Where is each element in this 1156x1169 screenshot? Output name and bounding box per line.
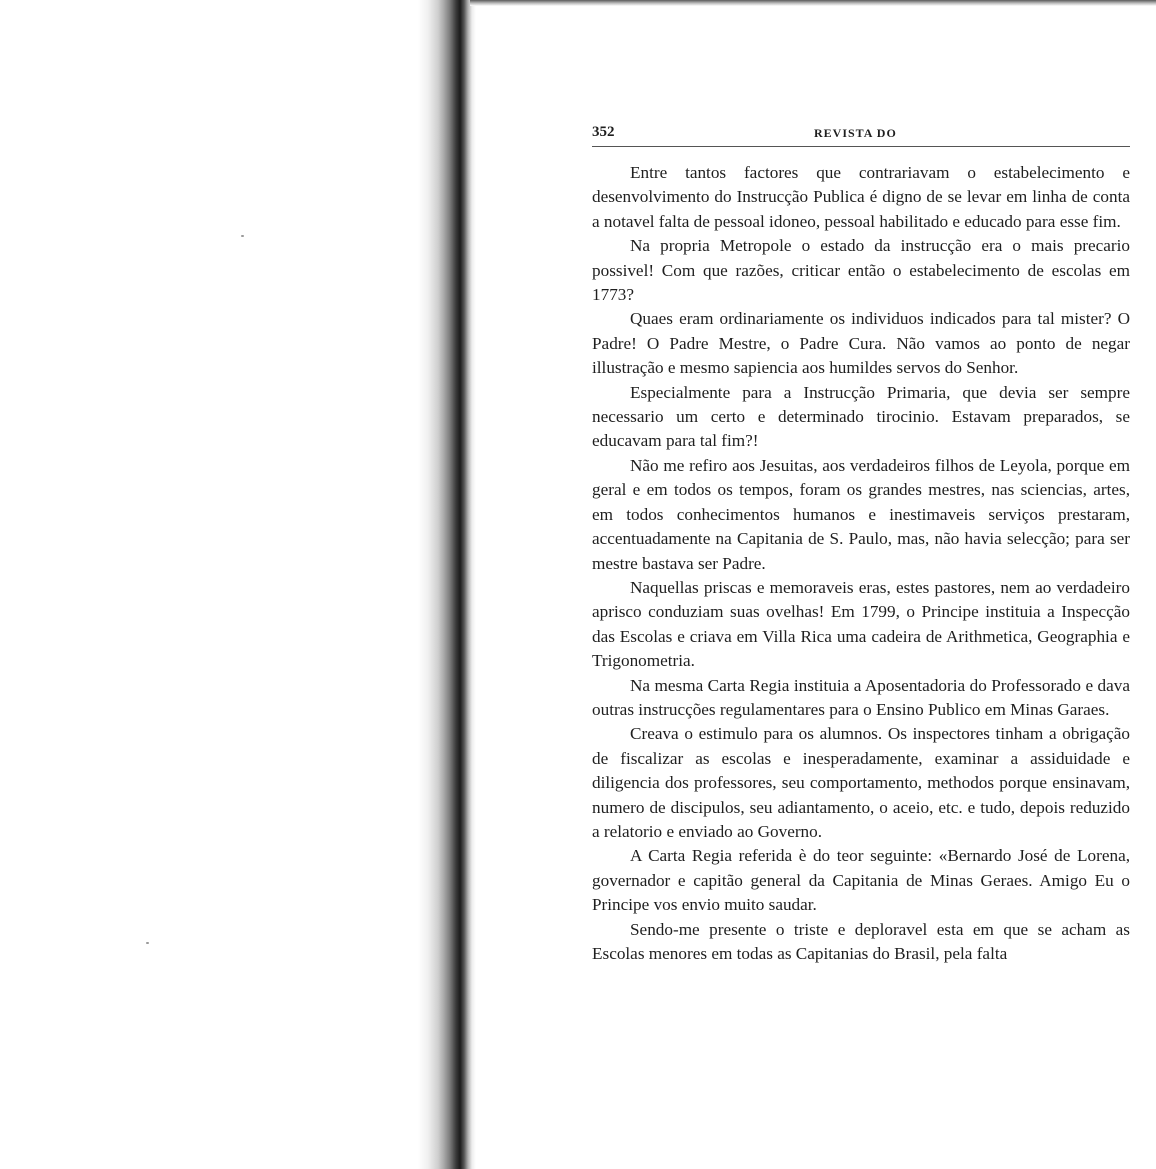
page [592, 120, 1130, 966]
running-head [592, 120, 1130, 147]
body-text [592, 161, 1130, 966]
speck-mark [146, 942, 149, 944]
paragraph: A Carta Regia referida è do teor seguinte: «Bernardo José de Lorena, governador e capitão general da Capitania de Minas Geraes. Amigo Eu o Principe vos envio muito saudar. [592, 846, 1130, 915]
paragraph: Sendo-me presente o triste e deploravel esta em que se acham as Escolas menores em todas as Capitanias do Brasil, pela falta [592, 919, 1130, 963]
book-gutter [418, 0, 476, 1169]
paragraph: Não me refiro aos Jesuitas, aos verdadeiros filhos de Leyola, porque em geral e em todos os tempos, foram os grandes mestres, nas sciencias, artes, em todos conhecimentos humanos e inestimaveis serviços prestaram, accentuadamente na Capitania de S. Paulo, mas, não havia selecção; para ser mestre bastava ser Padre. [592, 455, 1130, 573]
page-top-edge [470, 0, 1156, 6]
left-page [0, 0, 440, 1169]
speck-mark [241, 235, 244, 237]
paragraph: Quaes eram ordinariamente os individuos indicados para tal mister? O Padre! O Padre Mestre, o Padre Cura. Não vamos ao ponto de negar illustração e mesmo sapiencia aos humildes servos do Senhor. [592, 309, 1130, 378]
paragraph: Especialmente para a Instrucção Primaria, que devia ser sempre necessario um certo e determinado tirocinio. Estavam preparados, se educavam para tal fim?! [592, 382, 1130, 451]
running-title: REVISTA DO [814, 126, 897, 140]
paragraph: Entre tantos factores que contrariavam o estabelecimento e desenvolvimento do Instrucção Publica é digno de se levar em linha de conta a notavel falta de pessoal idoneo, pessoal habilitado e educado para esse fim. [592, 163, 1130, 231]
paragraph: Naquellas priscas e memoraveis eras, estes pastores, nem ao verdadeiro aprisco conduziam suas ovelhas! Em 1799, o Principe instituia a Inspecção das Escolas e criava em Villa Rica uma cadeira de Arithmetica, Geographia e Trigonometria. [592, 577, 1130, 671]
paragraph: Na propria Metropole o estado da instrucção era o mais precario possivel! Com que razões, criticar então o estabelecimento de escolas em 1773? [592, 236, 1130, 305]
paragraph: Na mesma Carta Regia instituia a Aposentadoria do Professorado e dava outras instrucções regulamentares para o Ensino Publico em Minas Garaes. [592, 675, 1130, 719]
paragraph: Creava o estimulo para os alumnos. Os inspectores tinham a obrigação de fiscalizar as escolas e inesperadamente, examinar a assiduidade e diligencia dos professores, seu comportamento, methodos porque ensinavam, numero de discipulos, seu adiantamento, o aceio, etc. e tudo, depois reduzido a relatorio e enviado ao Governo. [592, 724, 1130, 841]
page-number: 352 [592, 124, 615, 140]
